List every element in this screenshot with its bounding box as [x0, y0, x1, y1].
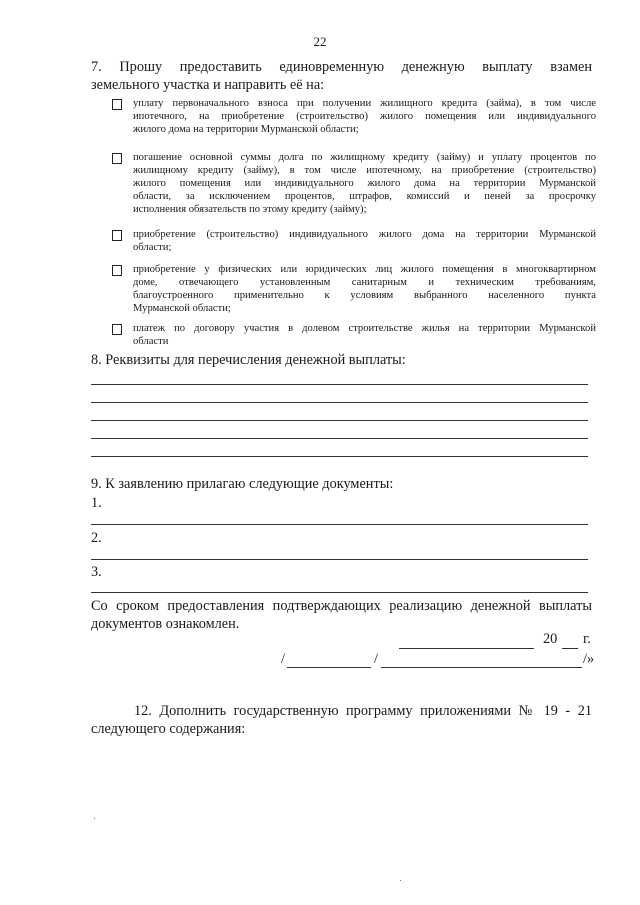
- section7-line1: 7. Прошу предоставить единовременную денежную выплату взамен: [91, 59, 592, 75]
- signature-separator: /: [281, 651, 285, 667]
- signature-blank[interactable]: [287, 667, 371, 668]
- scan-speck: [400, 880, 401, 881]
- checkbox[interactable]: [112, 99, 122, 110]
- section7-line2: земельного участка и направить её на:: [91, 77, 325, 93]
- requisites-line[interactable]: [91, 384, 588, 385]
- section9-heading: 9. К заявлению прилагаю следующие документы:: [91, 476, 394, 492]
- section8-heading: 8. Реквизиты для перечисления денежной выплаты:: [91, 352, 406, 368]
- checkbox[interactable]: [112, 324, 122, 335]
- checkbox[interactable]: [112, 230, 122, 241]
- option-text: платеж по договору участия в долевом строительстве жилья на территории Мурманской: [133, 323, 596, 334]
- option-text: ипотечного, на приобретение (строительство) жилого помещения или индивидуального: [133, 111, 596, 122]
- year-blank[interactable]: [562, 648, 578, 649]
- item12-line2: следующего содержания:: [91, 721, 246, 737]
- option-text: области, за исключением процентов, штрафов, комиссий и пеней за просрочку: [133, 191, 596, 202]
- acknowledgment-line1: Со сроком предоставления подтверждающих реализацию денежной выплаты: [91, 598, 592, 614]
- option-text: жилищному кредиту (займу), в том числе ипотечному, на приобретение (строительство): [133, 165, 596, 176]
- checkbox[interactable]: [112, 153, 122, 164]
- option-text: приобретение у физических или юридических лиц жилого помещения в многоквартирном: [133, 264, 596, 275]
- option-text: уплату первоначального взноса при получении жилищного кредита (займа), в том числе: [133, 98, 596, 109]
- requisites-line[interactable]: [91, 402, 588, 403]
- option-text: жилого дома на территории Мурманской области;: [133, 124, 359, 135]
- option-text: приобретение (строительство) индивидуального жилого дома на территории Мурманской: [133, 229, 596, 240]
- option-text: области: [133, 336, 169, 347]
- date-suffix: г.: [583, 631, 591, 647]
- option-text: доме, отвечающего установленным санитарным и техническим требованиям,: [133, 277, 596, 288]
- document-line[interactable]: [91, 592, 588, 593]
- document-item-number: 2.: [91, 530, 102, 546]
- signature-end: /»: [583, 651, 595, 667]
- checkbox[interactable]: [112, 265, 122, 276]
- option-text: исполнения обязательств по этому кредиту (займу);: [133, 204, 367, 215]
- acknowledgment-line2: документов ознакомлен.: [91, 616, 240, 632]
- scan-speck: [94, 818, 95, 819]
- option-text: Мурманской области;: [133, 303, 231, 314]
- requisites-line[interactable]: [91, 420, 588, 421]
- document-line[interactable]: [91, 559, 588, 560]
- option-text: благоустроенного применительно к условиям выбранного населенного пункта: [133, 290, 596, 301]
- date-blank[interactable]: [399, 648, 534, 649]
- option-text: области;: [133, 242, 172, 253]
- document-item-number: 1.: [91, 495, 102, 511]
- signature-separator: /: [374, 651, 378, 667]
- document-item-number: 3.: [91, 564, 102, 580]
- option-text: погашение основной суммы долга по жилищному кредиту (займу) и уплату процентов по: [133, 152, 596, 163]
- item12-line1: 12. Дополнить государственную программу приложениями № 19 - 21: [134, 703, 592, 719]
- requisites-line[interactable]: [91, 456, 588, 457]
- name-blank[interactable]: [381, 667, 582, 668]
- option-text: жилого помещения или индивидуального жилого дома на территории Мурманской: [133, 178, 596, 189]
- requisites-line[interactable]: [91, 438, 588, 439]
- date-year-prefix: 20: [543, 631, 558, 647]
- document-line[interactable]: [91, 524, 588, 525]
- page-number: 22: [313, 34, 327, 49]
